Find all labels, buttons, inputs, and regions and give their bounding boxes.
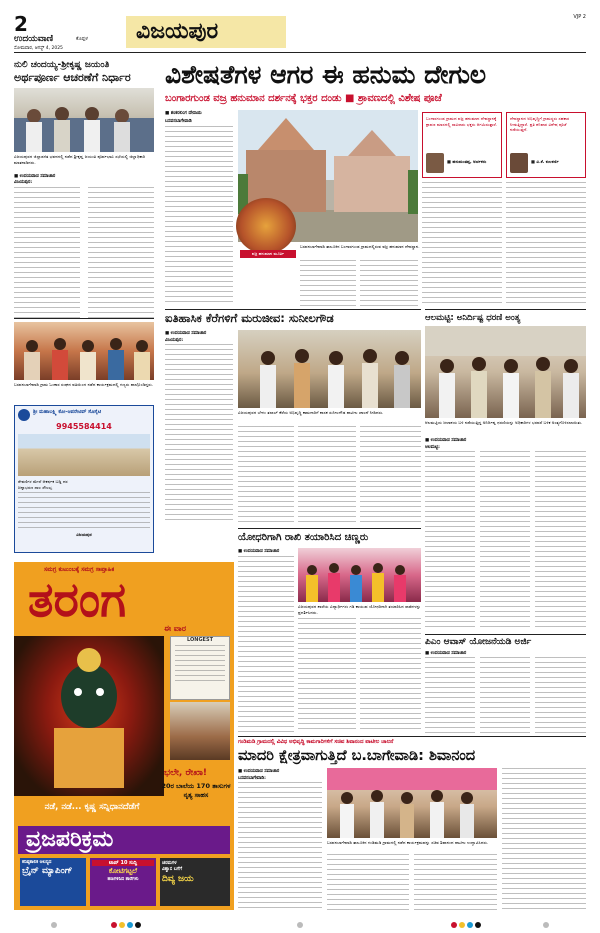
story6-body-col2 — [327, 854, 409, 910]
story5-body-col1 — [425, 657, 475, 733]
story4-body-col2 — [298, 618, 356, 732]
story2-body-col3 — [298, 426, 356, 524]
story3-body-col3 — [535, 451, 586, 631]
page-number: 2 — [14, 12, 28, 36]
lead-byline: ■ ಶಂಕರಲಿಂಗ ದೇಸಾಯಿ — [165, 111, 202, 116]
story4-byline: ■ ಉದಯವಾಣಿ ಸಮಾಚಾರ — [238, 549, 280, 554]
tharanga-day: ಈ ವಾರ — [164, 624, 186, 633]
lead-body-col4 — [422, 182, 502, 306]
lead-quote-2-name: ■ ವಿ.ಕೆ. ಕುಲಕರ್ಣಿ — [531, 159, 559, 164]
left-top-body — [14, 187, 80, 323]
left-top-subhead: ಅರ್ಥಪೂರ್ಣ ಆಚರಣೆಗೆ ನಿರ್ಧಾರ — [14, 71, 131, 84]
small-ad — [14, 405, 154, 553]
ad-logo-icon — [18, 409, 30, 421]
tharanga-box1-top: ಕನಿಷ್ಠಕಾಲಿಕ ಆಲಸ್ಯದ — [22, 860, 52, 865]
story2-body-col4 — [360, 426, 421, 524]
tharanga-box-3 — [160, 858, 230, 906]
brand-logo: ಉದಯವಾಣಿ — [14, 34, 54, 44]
lead-quote-box-2 — [506, 112, 586, 178]
tharanga-dancer-photo — [170, 702, 230, 760]
lead-subhead: ಬಂಗಾರಗುಂಡ ವಜ್ರ ಹನುಮಾನ ದರ್ಶನಕ್ಕೆ ಭಕ್ತರ ದಂಡು ■ ಶ್ರಾವಣದಲ್ಲಿ ವಿಶೇಷ ಪೂಜೆ — [165, 93, 442, 104]
left-mid-caption: ಬಸವನಬಾಗೇವಾಡಿ ಗ್ರಾಮ ಓಂಕಾರ ಸಂಘದ ವತಿಯಿಂದ ನಡೆದ ಕಾರ್ಯಕ್ರಮದಲ್ಲಿ ಗಣ್ಯರು ಪಾಲ್ಗೊಂಡಿದ್ದರು. — [14, 382, 154, 387]
story4-body-col1 — [238, 556, 294, 732]
footer-registration-marks — [14, 914, 586, 922]
tharanga-tagline: ಸಮಗ್ರ ಕುಟುಂಬಕ್ಕೆ ಸಮಗ್ರ ಸಾಪ್ತಾಹಿಕ — [44, 566, 115, 573]
story5-rule — [425, 634, 586, 635]
story3-rule — [425, 309, 586, 310]
tharanga-box3-top: ಚರಮಗಳ — [162, 861, 177, 866]
ad-title: ಶ್ರೀ ಮಹಾಲಕ್ಷ್ಮಿ ಕೋ-ಆಪರೇಟಿವ್ ಸೊಸೈಟಿ — [33, 409, 102, 415]
left-mid-rule — [14, 318, 154, 319]
story2-body-col2 — [238, 426, 294, 524]
lead-dateline: ಬಸವನಬಾಗೇವಾಡಿ — [165, 119, 192, 124]
story2-caption: ವಿಜಯಪುರದ ಬೇಗಂ ತಲಾಬ್ ಕೆರೆಯ ಅಭಿವೃದ್ಧಿ ಕಾಮಗಾರಿಗೆ ಶಾಸಕ ಸುನೀಲಗೌಡ ಪಾಟೀಲ ಚಾಲನೆ ನೀಡಿದರು. — [238, 410, 384, 415]
ad-line-1: ಠೇವಣಿಗಳ ಮೇಲೆ ಆಕರ್ಷಕ ಬಡ್ಡಿ ದರ — [18, 479, 68, 484]
left-top-byline: ■ ಉದಯವಾಣಿ ಸಮಾಚಾರ — [14, 174, 56, 179]
tharanga-box2-mid: ಕೋಟಿಗಟ್ಟಲೆ — [108, 867, 138, 875]
story2-photo — [238, 330, 421, 408]
tharanga-cover-idol — [14, 636, 164, 796]
story3-dateline: ಆಲಮಟ್ಟಿ: — [425, 445, 440, 450]
left-top-dateline: ವಿಜಯಪುರ: — [14, 180, 33, 185]
masthead — [14, 14, 586, 50]
story3-body-col1 — [425, 451, 475, 631]
tharanga-achievement: 20ರ ಬಾಲೆಯ 170 ತಾಸುಗಳ ನೃತ್ಯ ಸಾಹಸ — [161, 782, 231, 799]
tharanga-book-lines — [175, 645, 225, 685]
story6-kicker: ಗಂಡಿಮಡಿ ಗ್ರಾಮದಲ್ಲಿ ವಿವಿಧ ಅಭಿವೃದ್ಧಿ ಕಾಮಗಾರಿಗಳಿಗೆ ಸಚಿವ ಶಿವಾನಂದ ಪಾಟೀಲ ಚಾಲನೆ — [238, 739, 394, 745]
story2-headline: ಐತಿಹಾಸಿಕ ಕೆರೆಗಳಿಗೆ ಮರುಜೀವ: ಸುನೀಲಗೌಡ — [165, 311, 334, 325]
tharanga-cover-line: ನಡೆ, ನಡೆ... ಕೃಷ್ಣ ಸನ್ನಿಧಾನದೆಡೆಗೆ — [44, 802, 140, 812]
story3-caption: ಆಲಮಟ್ಟಿಯ ಜಲಾಶಯ ಬಳಿ ನಡೆಯುತ್ತಿದ್ದ ಅನಿರ್ದಿಷ್ಟ ಧರಣಿಯನ್ನು ಅಧಿಕಾರಿಗಳ ಭರವಸೆ ಬಳಿಕ ಅಂತ್ಯಗೊಳಿಸಲಾಯಿತು. — [425, 420, 583, 425]
story6-caption: ಬಸವನಬಾಗೇವಾಡಿ ತಾಲೂಕಿನ ಗಂಡಿಮಡಿ ಗ್ರಾಮದಲ್ಲಿ ನಡೆದ ಕಾರ್ಯಕ್ರಮವನ್ನು ಸಚಿವ ಶಿವಾನಂದ ಪಾಟೀಲ ಉದ್ಘಾಟಿಸಿದರು. — [327, 840, 489, 845]
story6-dateline: ಬಸವನಬಾಗೇವಾಡಿ: — [238, 776, 266, 781]
lead-quote-box-1 — [422, 112, 502, 178]
story6-body-col4 — [502, 768, 586, 910]
story6-byline: ■ ಉದಯವಾಣಿ ಸಮಾಚಾರ — [238, 769, 280, 774]
story5-headline: ಪಿಎಂ ಆವಾಸ್ ಯೋಜನೆಯಡಿ ಅರ್ಜಿ — [425, 637, 532, 647]
story6-rule — [238, 736, 586, 737]
tharanga-box3-name: ದಿವ್ಯ ಜಯ — [162, 874, 194, 884]
tharanga-box2-bot: ಹಣಗಳಿಸಿದ ತಾರೆಗಳು — [107, 877, 139, 882]
corner-tag: VJP 2 — [573, 14, 586, 20]
left-top-caption: ವಿಜಯಪುರದ ಜಿಲ್ಲಾಡಳಿತ ಭವನದಲ್ಲಿ ನಡೆದ ಶ್ರೀಕೃಷ್ಣ ಜಯಂತಿ ಪೂರ್ವಭಾವಿ ಸಭೆಯಲ್ಲಿ ಜಿಲ್ಲಾಧಿಕಾರಿ ಮಾತನಾಡಿದರು. — [14, 154, 146, 165]
left-top-headline: ನುಲಿ ಚಂದಯ್ಯ-ಶ್ರೀಕೃಷ್ಣ ಜಯಂತಿ — [14, 60, 110, 70]
tharanga-box1-big: ಬ್ರೈನ್ ಮ್ಯಾಪಿಂಗ್ — [22, 866, 73, 876]
tharanga-big-title: ವ್ರಜಪರಿಕ್ರಮ — [18, 826, 230, 854]
tharanga-box-2 — [90, 858, 156, 906]
story4-rule — [238, 528, 421, 529]
story3-byline: ■ ಉದಯವಾಣಿ ಸಮಾಚಾರ — [425, 438, 467, 443]
lead-idol-photo — [236, 198, 296, 254]
left-top-story — [14, 60, 154, 315]
lead-photo-caption: ಬಸವನಬಾಗೇವಾಡಿ ತಾಲೂಕಿನ ಬಂಗಾರಗುಂಡ ಗ್ರಾಮದಲ್ಲಿರುವ ವಜ್ರ ಹನುಮಾನ ದೇವಸ್ಥಾನ. — [300, 244, 420, 249]
lead-body-col2 — [300, 260, 356, 306]
story6-headline: ಮಾದರಿ ಕ್ಷೇತ್ರವಾಗುತ್ತಿದೆ ಬ.ಬಾಗೇವಾಡಿ: ಶಿವಾನಂದ — [238, 748, 476, 764]
story4-headline: ಯೋಧರಿಗಾಗಿ ರಾಖಿ ತಯಾರಿಸಿದ ಚಿಣ್ಣರು — [238, 532, 369, 543]
story3-photo — [425, 326, 586, 418]
section-title: ವಿಜಯಪುರ — [126, 16, 286, 48]
tharanga-book-title: LONGEST — [187, 637, 213, 643]
lead-body-col3 — [360, 260, 418, 306]
ad-fine-print — [18, 492, 150, 532]
story4-caption: ವಿಜಯಪುರದ ಶಾಲೆಯ ವಿದ್ಯಾರ್ಥಿಗಳು ಗಡಿ ಕಾಯುವ ಯೋಧರಿಗಾಗಿ ತಯಾರಿಸಿದ ರಾಖಿಗಳನ್ನು ಪ್ರದರ್ಶಿಸಿದರು. — [298, 604, 421, 615]
lead-body-col5 — [506, 182, 586, 306]
left-top-body-2 — [88, 187, 154, 323]
tharanga-box2-top: ಟಾಪ್ 10 ಸುದ್ದಿ — [92, 860, 154, 866]
tharanga-title: ತರಂಗ — [28, 572, 127, 628]
story4-body-col3 — [360, 618, 421, 732]
story5-body-col2 — [480, 657, 530, 733]
story3-body-col2 — [480, 451, 530, 631]
lead-idol-caption: ವಜ್ರ ಹನುಮಾನ ಮೂರ್ತಿ — [240, 250, 296, 258]
ad-phone: 9945584414 — [56, 422, 112, 431]
tharanga-book-cover — [170, 636, 230, 700]
left-top-photo — [14, 88, 154, 152]
lead-body-col1 — [165, 126, 233, 306]
story5-body-col3 — [535, 657, 586, 733]
lead-headline: ವಿಶೇಷತೆಗಳ ಆಗರ ಈ ಹನುಮ ದೇಗುಲ — [165, 60, 487, 89]
story2-body-col1 — [165, 344, 233, 524]
story2-byline: ■ ಉದಯವಾಣಿ ಸಮಾಚಾರ — [165, 331, 207, 336]
left-mid-photo — [14, 322, 154, 380]
story6-body-col1 — [238, 782, 322, 910]
ad-building-photo — [18, 434, 150, 476]
story6-body-col3 — [414, 854, 497, 910]
lead-quote-1: ಬಂಗಾರಗುಂಡ ಗ್ರಾಮದ ವಜ್ರ ಹನುಮಾನ ದೇವಸ್ಥಾನಕ್ಕೆ ಶ್ರಾವಣ ಮಾಸದಲ್ಲಿ ಸಾವಿರಾರು ಭಕ್ತರು ಆಗಮಿಸುತ್ತಾರೆ. — [426, 116, 498, 127]
ad-line-2: ಚಿನ್ನಾಭರಣ ಸಾಲ ಸೌಲಭ್ಯ — [18, 484, 53, 490]
date-line: ಸೋಮವಾರ, ಆಗಸ್ಟ್ 4, 2025 — [14, 46, 63, 51]
quote1-person-photo — [426, 153, 444, 173]
tharanga-ad — [14, 562, 234, 910]
story2-dateline: ವಿಜಯಪುರ: — [165, 338, 184, 343]
story2-rule — [165, 309, 421, 310]
lead-quote-2: ದೇವಸ್ಥಾನದ ಅಭಿವೃದ್ಧಿಗೆ ಗ್ರಾಮಸ್ಥರು ಸಹಕಾರ ನೀಡುತ್ತಿದ್ದಾರೆ. ಪ್ರತಿ ಶನಿವಾರ ವಿಶೇಷ ಪೂಜೆ ನಡೆಯುತ್ತದೆ. — [510, 116, 570, 133]
lead-quote-1-name: ■ ಹನುಮಂತಪ್ಪ, ಅರ್ಚಕರು — [447, 159, 487, 164]
story4-photo — [298, 548, 421, 602]
story3-headline: ಆಲಮಟ್ಟಿ: ಅನಿರ್ದಿಷ್ಟ ಧರಣಿ ಅಂತ್ಯ — [425, 313, 521, 323]
tharanga-box-1 — [20, 858, 86, 906]
story6-photo — [327, 768, 497, 838]
ad-line-3: ವಿಜಯಪುರ — [76, 532, 92, 538]
city-label: ಕೊಪ್ಪಳ — [76, 36, 88, 42]
tharanga-box3-mid: ವಿಶ್ವಾಸ ಬಗೆಗೆ — [162, 867, 182, 872]
quote2-person-photo — [510, 153, 528, 173]
masthead-rule — [14, 52, 586, 53]
story5-byline: ■ ಉದಯವಾಣಿ ಸಮಾಚಾರ — [425, 651, 467, 656]
tharanga-wow: ಭಲೇ, ರೇಖಾ! — [164, 768, 208, 778]
